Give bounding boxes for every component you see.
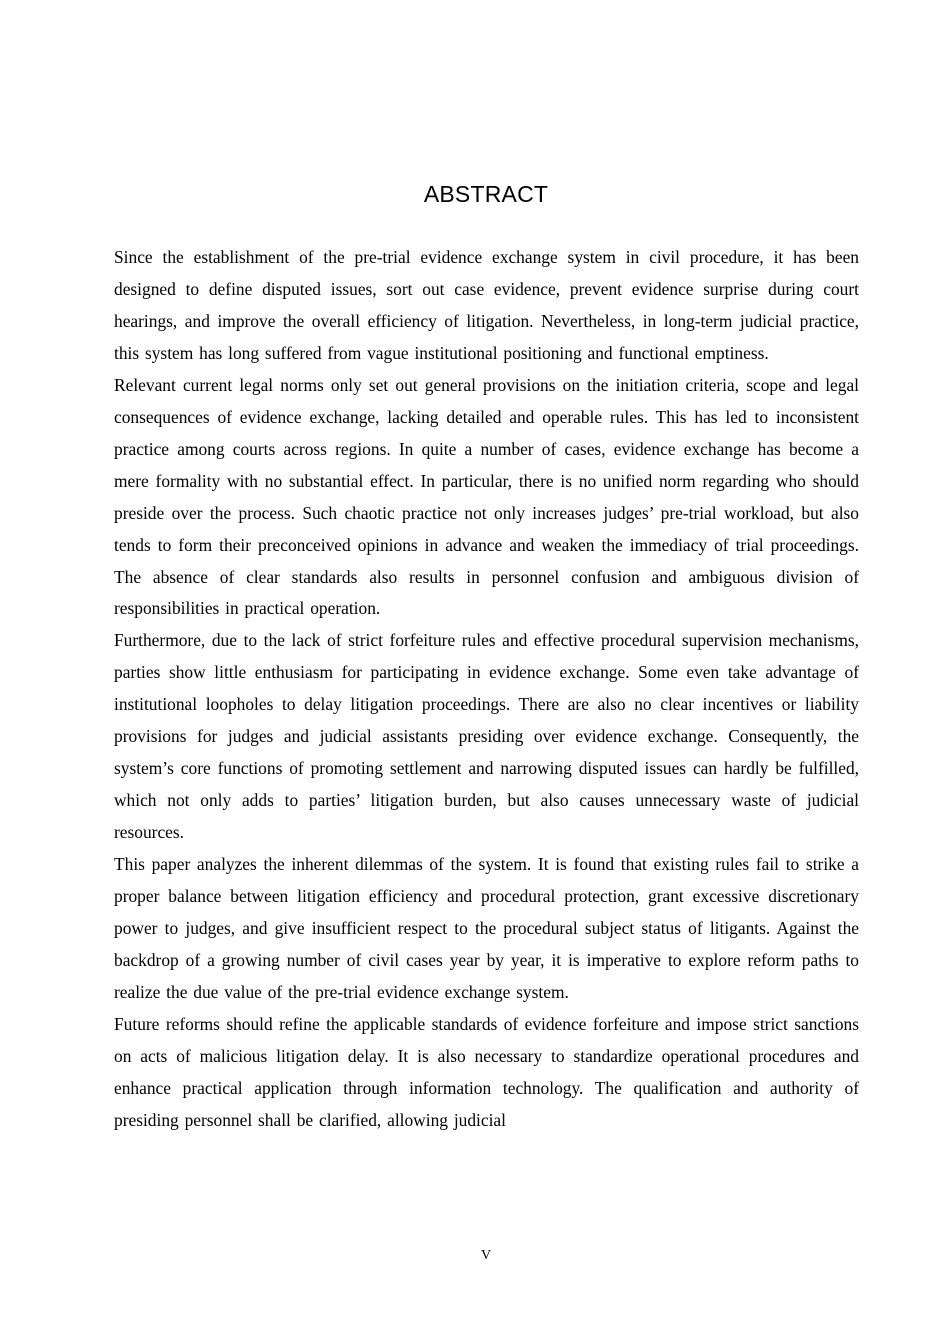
- paragraph: Future reforms should refine the applicable standards of evidence forfeiture and impose strict sanctions on acts of malicious litigation delay. It is also necessary to standardize operational procedures and enhance practical application through information technology. The qualification and authority of presiding personnel shall be clarified, allowing judicial: [114, 1013, 859, 1130]
- paragraph: Furthermore, due to the lack of strict forfeiture rules and effective procedural supervision mechanisms, parties show little enthusiasm for participating in evidence exchange. Some even take advantage of institutional loopholes to delay litigation proceedings. There are also no clear incentives or liability provisions for judges and judicial assistants presiding over evidence exchange. Consequently, the system’s core functions of promoting settlement and narrowing disputed issues can hardly be fulfilled, which not only adds to parties’ litigation burden, but also causes unnecessary waste of judicial resources.: [114, 630, 859, 843]
- paragraph: This paper analyzes the inherent dilemmas of the system. It is found that existing rules fail to strike a proper balance between litigation efficiency and procedural protection, grant excessive discretionary power to judges, and give insufficient respect to the procedural subject status of litigants. Against the backdrop of a growing number of civil cases year by year, it is imperative to explore reform paths to realize the due value of the pre-trial evidence exchange system.: [114, 854, 859, 1002]
- page-number: V: [480, 1248, 492, 1263]
- page-title: ABSTRACT: [423, 181, 549, 207]
- abstract-body: [114, 242, 859, 1137]
- paragraph: Relevant current legal norms only set out general provisions on the initiation criteria, scope and legal consequences of evidence exchange, lacking detailed and operable rules. This has led to inconsistent practice among courts across regions. In quite a number of cases, evidence exchange has become a mere formality with no substantial effect. In particular, there is no unified norm regarding who should preside over the process. Such chaotic practice not only increases judges’ pre-trial workload, but also tends to form their preconceived opinions in advance and weaken the immediacy of trial proceedings. The absence of clear standards also results in personnel confusion and ambiguous division of responsibilities in practical operation.: [114, 374, 859, 619]
- paragraph: Since the establishment of the pre-trial evidence exchange system in civil procedure, it has been designed to define disputed issues, sort out case evidence, prevent evidence surprise during court hearings, and improve the overall efficiency of litigation. Nevertheless, in long-term judicial practice, this system has long suffered from vague institutional positioning and functional emptiness.: [114, 247, 859, 363]
